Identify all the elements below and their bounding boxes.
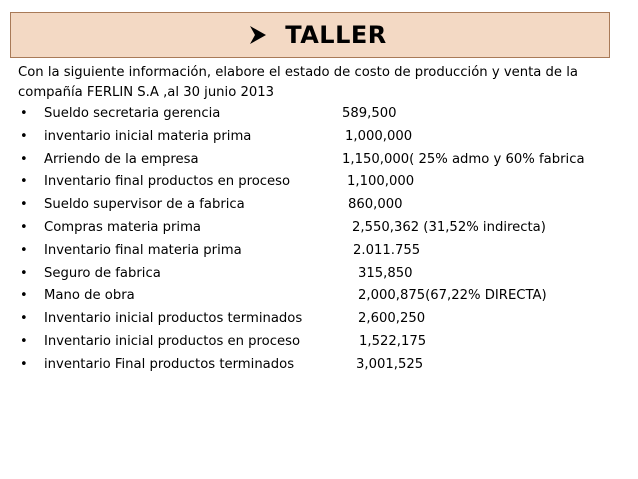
item-label: Seguro de fabrica bbox=[44, 265, 161, 281]
list-item bbox=[18, 194, 638, 217]
item-value: 1,000,000 bbox=[345, 128, 413, 144]
bullet-icon: • bbox=[20, 219, 28, 235]
item-label: Inventario final materia prima bbox=[44, 242, 242, 258]
bullet-icon: • bbox=[20, 311, 28, 327]
item-label: inventario Final productos terminados bbox=[44, 356, 295, 372]
list-item bbox=[18, 149, 638, 172]
item-value: 3,001,525 bbox=[356, 356, 424, 372]
item-label: Compras materia prima bbox=[44, 219, 202, 235]
bullet-icon: • bbox=[20, 197, 28, 213]
item-value: 2,000,875(67,22% DIRECTA) bbox=[358, 288, 547, 304]
bullet-icon: • bbox=[20, 288, 28, 304]
list-item bbox=[18, 171, 638, 194]
bullet-icon: • bbox=[20, 174, 28, 190]
item-value: 1,522,175 bbox=[359, 333, 427, 349]
item-label: Arriendo de la empresa bbox=[44, 151, 199, 167]
list-item bbox=[18, 263, 638, 286]
list-item bbox=[18, 103, 638, 126]
bullet-icon: • bbox=[20, 106, 28, 121]
bullet-icon: • bbox=[20, 333, 28, 349]
item-label: Mano de obra bbox=[44, 288, 135, 304]
item-value: 315,850 bbox=[358, 265, 413, 281]
item-label: Sueldo supervisor de a fabrica bbox=[44, 197, 245, 213]
list-item bbox=[18, 126, 638, 149]
intro-paragraph bbox=[18, 63, 618, 102]
list-item bbox=[18, 217, 638, 240]
item-value: 2.011.755 bbox=[353, 242, 421, 258]
bullet-icon: • bbox=[20, 151, 28, 167]
item-label: Sueldo secretaria gerencia bbox=[44, 106, 221, 121]
arrow-bullet-icon bbox=[247, 24, 269, 46]
intro-line-1: Con la siguiente información, elabore el estado de costo de producción y venta de la bbox=[18, 65, 578, 80]
item-value: 1,100,000 bbox=[347, 174, 415, 190]
page-title: TALLER bbox=[285, 21, 387, 49]
item-label: inventario inicial materia prima bbox=[44, 128, 252, 144]
item-label: Inventario inicial productos en proceso bbox=[44, 333, 301, 349]
bullet-icon: • bbox=[20, 356, 28, 372]
item-value: 860,000 bbox=[348, 197, 403, 213]
item-value: 589,500 bbox=[342, 106, 397, 121]
items-list bbox=[18, 103, 638, 377]
intro-line-2: compañía FERLIN S.A ,al 30 junio 2013 bbox=[18, 84, 275, 100]
list-item bbox=[18, 240, 638, 263]
bullet-icon: • bbox=[20, 128, 28, 144]
title-banner bbox=[10, 12, 610, 58]
list-item bbox=[18, 285, 638, 308]
item-label: Inventario inicial productos terminados bbox=[44, 311, 303, 327]
title-group bbox=[247, 21, 387, 49]
item-value: 2,550,362 (31,52% indirecta) bbox=[352, 219, 546, 235]
list-item bbox=[18, 331, 638, 354]
item-value: 2,600,250 bbox=[358, 311, 426, 327]
list-item bbox=[18, 354, 638, 377]
list-item bbox=[18, 308, 638, 331]
bullet-icon: • bbox=[20, 265, 28, 281]
bullet-icon: • bbox=[20, 242, 28, 258]
item-value: 1,150,000( 25% admo y 60% fabrica bbox=[342, 151, 585, 167]
item-label: Inventario final productos en proceso bbox=[44, 174, 291, 190]
